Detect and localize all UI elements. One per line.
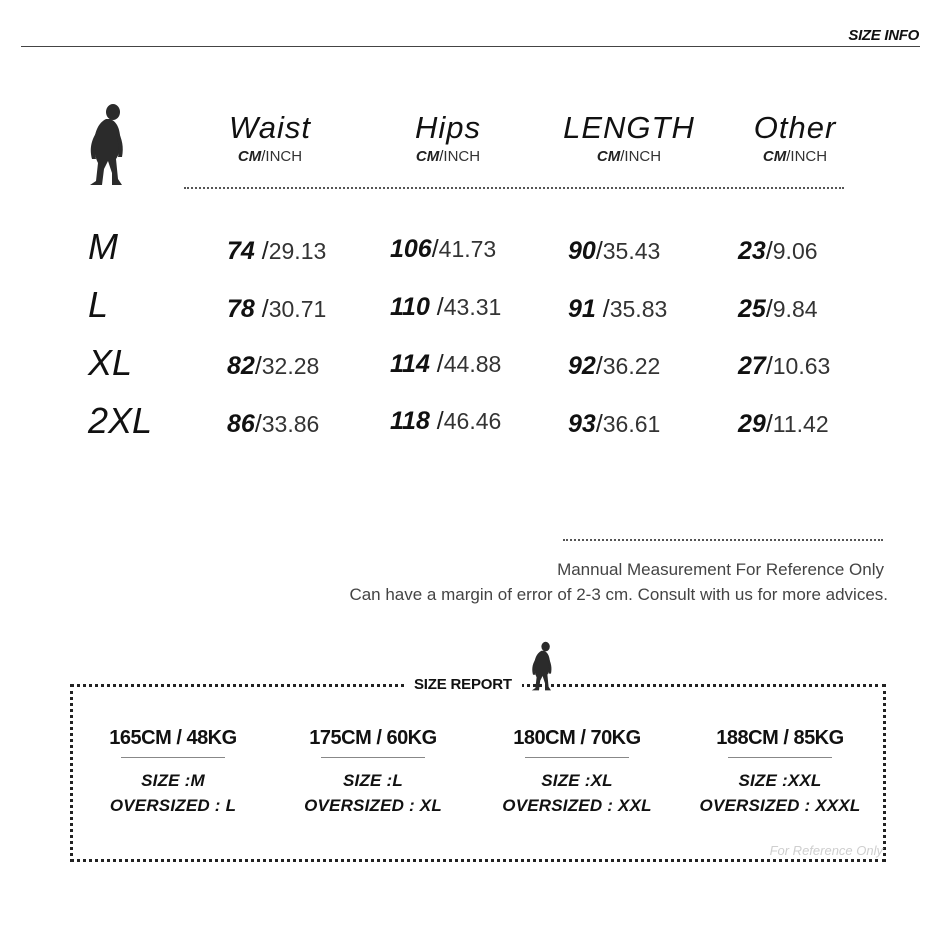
cell-xl-waist: 82/32.28	[227, 352, 320, 380]
recommended-size: SIZE :L	[343, 771, 403, 790]
oversized-size: OVERSIZED : XXL	[502, 796, 652, 815]
column-header-other	[720, 110, 870, 165]
cell-2xl-waist: 86/33.86	[227, 410, 320, 438]
oversized-size: OVERSIZED : L	[109, 796, 237, 815]
column-unit: CM/INCH	[596, 148, 662, 165]
person-silhouette-icon	[527, 641, 557, 693]
person-silhouette-icon	[82, 103, 132, 189]
note-dotted-divider	[563, 539, 883, 541]
cell-xl-other: 27/10.63	[738, 352, 831, 380]
cell-xl-hips: 114 /44.88	[390, 350, 502, 378]
size-label-xl: XL	[88, 342, 133, 383]
cell-2xl-hips: 118 /46.46	[390, 407, 502, 435]
cell-2xl-length: 93/36.61	[568, 410, 661, 438]
recommended-size: SIZE :M	[141, 771, 205, 790]
size-label-l: L	[88, 284, 109, 325]
size-report-title: SIZE REPORT	[404, 672, 522, 698]
column-name: Hips	[414, 110, 481, 145]
cell-l-other: 25/9.84	[738, 295, 818, 323]
column-header-hips	[373, 110, 523, 165]
size-report-item	[273, 726, 473, 818]
header-divider	[21, 46, 920, 47]
column-name: Waist	[229, 110, 311, 145]
oversized-size: OVERSIZED : XL	[304, 796, 442, 815]
item-rule	[728, 757, 832, 758]
cell-m-length: 90/35.43	[568, 237, 661, 265]
note-line-1: Mannual Measurement For Reference Only	[557, 560, 884, 579]
header-dotted-divider	[184, 187, 844, 189]
oversized-size: OVERSIZED : XXXL	[699, 796, 861, 815]
column-unit: CM/INCH	[415, 148, 481, 165]
cell-l-length: 91 /35.83	[568, 295, 668, 323]
item-rule	[121, 757, 225, 758]
height-weight: 175CM / 60KG	[309, 727, 437, 749]
height-weight: 188CM / 85KG	[716, 727, 844, 749]
size-report-item	[680, 726, 880, 818]
column-header-waist	[195, 110, 345, 165]
column-name: Other	[753, 110, 837, 145]
header-title: SIZE INFO	[848, 27, 919, 44]
cell-l-waist: 78 /30.71	[227, 295, 327, 323]
note-line-2: Can have a margin of error of 2-3 cm. Consult with us for more advices.	[349, 585, 888, 604]
reference-note: For Reference Only	[769, 843, 883, 858]
cell-l-hips: 110 /43.31	[390, 293, 502, 321]
recommended-size: SIZE :XL	[541, 771, 613, 790]
cell-m-waist: 74 /29.13	[227, 237, 327, 265]
cell-2xl-other: 29/11.42	[738, 410, 829, 438]
recommended-size: SIZE :XXL	[738, 771, 822, 790]
size-report-item	[73, 726, 273, 818]
size-label-m: M	[88, 226, 118, 267]
column-name: LENGTH	[563, 110, 695, 145]
height-weight: 165CM / 48KG	[109, 727, 237, 749]
cell-xl-length: 92/36.22	[568, 352, 661, 380]
item-rule	[321, 757, 425, 758]
column-unit: CM/INCH	[237, 148, 303, 165]
cell-m-hips: 106/41.73	[390, 235, 497, 263]
size-label-2xl: 2XL	[88, 400, 153, 441]
column-header-length	[554, 110, 704, 165]
cell-m-other: 23/9.06	[738, 237, 818, 265]
size-report-item	[477, 726, 677, 818]
item-rule	[525, 757, 629, 758]
height-weight: 180CM / 70KG	[513, 727, 641, 749]
column-unit: CM/INCH	[762, 148, 828, 165]
